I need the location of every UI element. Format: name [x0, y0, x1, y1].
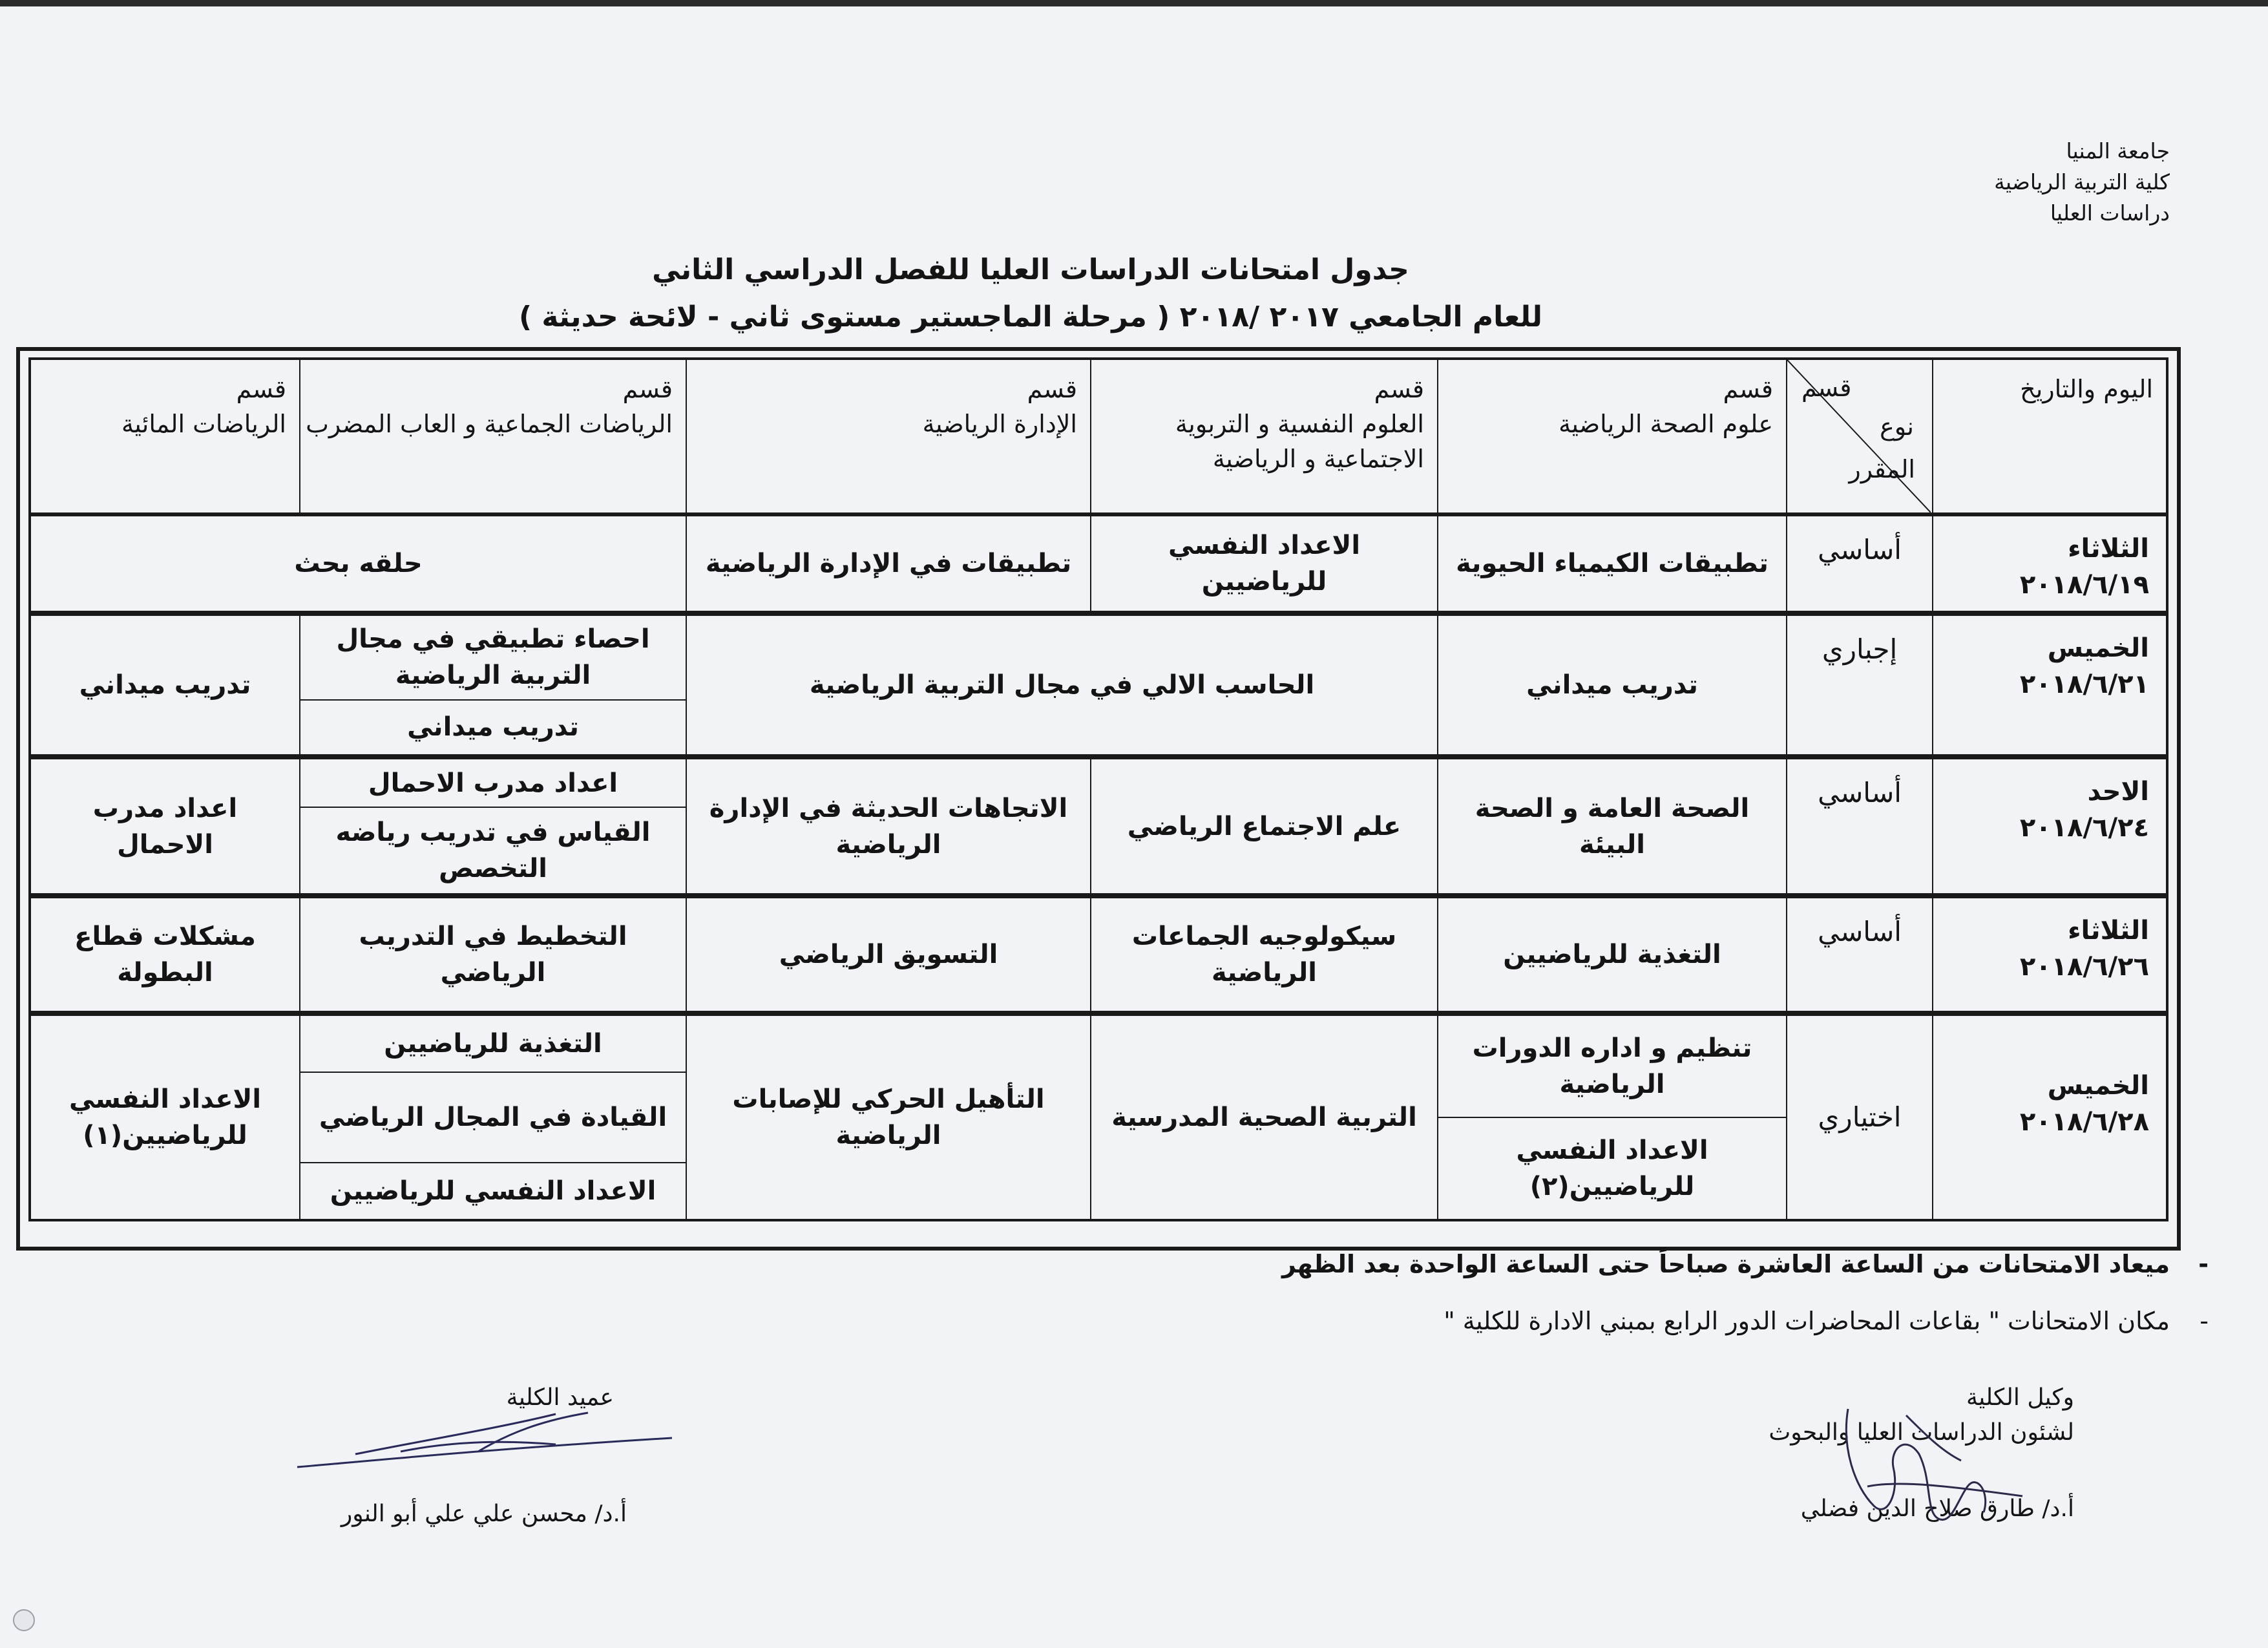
cell-team-b: القياس في تدريب رياضه التخصص: [300, 807, 686, 893]
header-dept-word: قسم: [1801, 374, 1852, 402]
table-row: [28, 514, 2168, 613]
row-course-type: أساسي: [1786, 516, 1932, 611]
row-day-date: الثلاثاء ٢٠١٨/٦/١٩: [1932, 516, 2166, 611]
dean-title: عميد الكلية: [506, 1384, 614, 1411]
punch-hole-mark: [13, 1609, 35, 1631]
cell-team-a: احصاء تطبيقي في مجال التربية الرياضية: [336, 624, 650, 691]
header-dept-aquatic: قسم الرياضات المائية: [121, 375, 286, 438]
header-type-line2: المقرر: [1849, 455, 1915, 483]
header-day-date: اليوم والتاريخ: [1932, 360, 2166, 512]
cell-aquatic: الاعداد النفسي للرياضيين(١): [68, 1084, 262, 1150]
university-name: جامعة المنيا: [2066, 138, 2170, 164]
table-row: [28, 896, 2168, 1013]
table-row: [28, 757, 2168, 896]
header-dept-psych: قسم العلوم النفسية و التربوية الاجتماعية و الرياضية: [1090, 360, 1437, 512]
exam-schedule-table: [16, 347, 2181, 1251]
cell-team-b: القيادة في المجال الرياضي: [300, 1072, 686, 1162]
cell-health-b: الاعداد النفسي للرياضيين(٢): [1438, 1117, 1786, 1219]
cell-aquatic: اعداد مدرب الاحمال: [92, 793, 238, 860]
cell-psych: الاعداد النفسي للرياضيين: [1090, 516, 1437, 611]
vice-dean-handwritten-signature: [1829, 1389, 2042, 1538]
cell-psych-admin: الحاسب الالي في مجال التربية الرياضية: [686, 616, 1437, 754]
dean-name: أ.د/ محسن علي علي أبو النور: [341, 1501, 627, 1527]
cell-team: [299, 616, 686, 754]
row-day-date: الثلاثاء ٢٠١٨/٦/٢٦: [1932, 898, 2166, 1011]
row-course-type: أساسي: [1786, 898, 1932, 1011]
cell-team: [299, 759, 686, 893]
note-exam-place: -مكان الامتحانات " بقاعات المحاضرات الدور الرابع بمبني الادارة للكلية ": [1444, 1307, 2209, 1335]
vice-dean-subtitle: لشئون الدراسات العليا والبحوث: [1769, 1419, 2074, 1446]
table-header-row: [28, 357, 2168, 515]
header-dept-team: قسم الرياضات الجماعية و العاب المضرب: [299, 360, 686, 512]
dean-handwritten-signature: [284, 1389, 685, 1486]
cell-health: [1437, 1016, 1786, 1219]
page-subtitle: للعام الجامعي ٢٠١٧ /٢٠١٨ ( مرحلة الماجستير مستوى ثاني - لائحة حديثة ): [518, 301, 1543, 333]
cell-admin: تطبيقات في الإدارة الرياضية: [686, 516, 1090, 611]
cell-psych: سيكولوجيه الجماعات الرياضية: [1090, 898, 1437, 1011]
institution-header: [1994, 136, 2170, 229]
row-course-type: أساسي: [1786, 759, 1932, 893]
cell-team-a: التغذية للرياضيين: [384, 1029, 602, 1059]
header-course-type: [1786, 360, 1932, 512]
cell-health-a: تنظيم و اداره الدورات الرياضية: [1472, 1033, 1752, 1099]
cell-team: التخطيط في التدريب الرياضي: [299, 898, 686, 1011]
vice-dean-name: أ.د/ طارق صلاح الدين فضلي: [1800, 1495, 2074, 1522]
cell-health: تطبيقات الكيمياء الحيوية: [1437, 516, 1786, 611]
row-day-date: الخميس ٢٠١٨/٦/٢٨: [1932, 1016, 2166, 1219]
table-row: [28, 1013, 2168, 1221]
row-day-date: الخميس ٢٠١٨/٦/٢١: [1932, 616, 2166, 754]
cell-psych: التربية الصحية المدرسية: [1090, 1016, 1437, 1219]
header-dept-health: قسم علوم الصحة الرياضية: [1437, 360, 1786, 512]
faculty-name: كلية التربية الرياضية: [1994, 169, 2170, 195]
cell-psych: علم الاجتماع الرياضي: [1090, 759, 1437, 893]
cell-admin: التأهيل الحركي للإصابات الرياضية: [686, 1016, 1090, 1219]
cell-team-aquatic: حلقه بحث: [294, 549, 423, 578]
header-dept-admin: قسم الإدارة الرياضية: [686, 360, 1090, 512]
cell-admin: التسويق الرياضي: [686, 898, 1090, 1011]
cell-team: [299, 1016, 686, 1219]
cell-health: تدريب ميداني: [1437, 616, 1786, 754]
page-title: جدول امتحانات الدراسات العليا للفصل الدراسي الثاني: [652, 253, 1409, 286]
vice-dean-title: وكيل الكلية: [1966, 1384, 2074, 1411]
row-day-date: الاحد ٢٠١٨/٦/٢٤: [1932, 759, 2166, 893]
table-row: [28, 613, 2168, 757]
department-name: دراسات العليا: [2050, 200, 2170, 226]
cell-team-b: تدريب ميداني: [300, 699, 686, 754]
cell-team-c: الاعداد النفسي للرياضيين: [300, 1162, 686, 1219]
row-course-type: إجباري: [1786, 616, 1932, 754]
row-course-type: اختياري: [1786, 1016, 1932, 1219]
cell-aquatic: مشكلات قطاع البطولة: [74, 922, 256, 988]
top-border-line: [0, 0, 2268, 6]
cell-admin: الاتجاهات الحديثة في الإدارة الرياضية: [686, 759, 1090, 893]
header-type-line1: نوع: [1880, 412, 1914, 441]
cell-team-a: اعداد مدرب الاحمال: [368, 768, 618, 798]
note-exam-time: -ميعاد الامتحانات من الساعة العاشرة صباحاً حتى الساعة الواحدة بعد الظهر: [1281, 1250, 2209, 1278]
cell-health: الصحة العامة و الصحة البيئة: [1437, 759, 1786, 893]
cell-health: التغذية للرياضيين: [1437, 898, 1786, 1011]
cell-aquatic: تدريب ميداني: [79, 670, 251, 700]
